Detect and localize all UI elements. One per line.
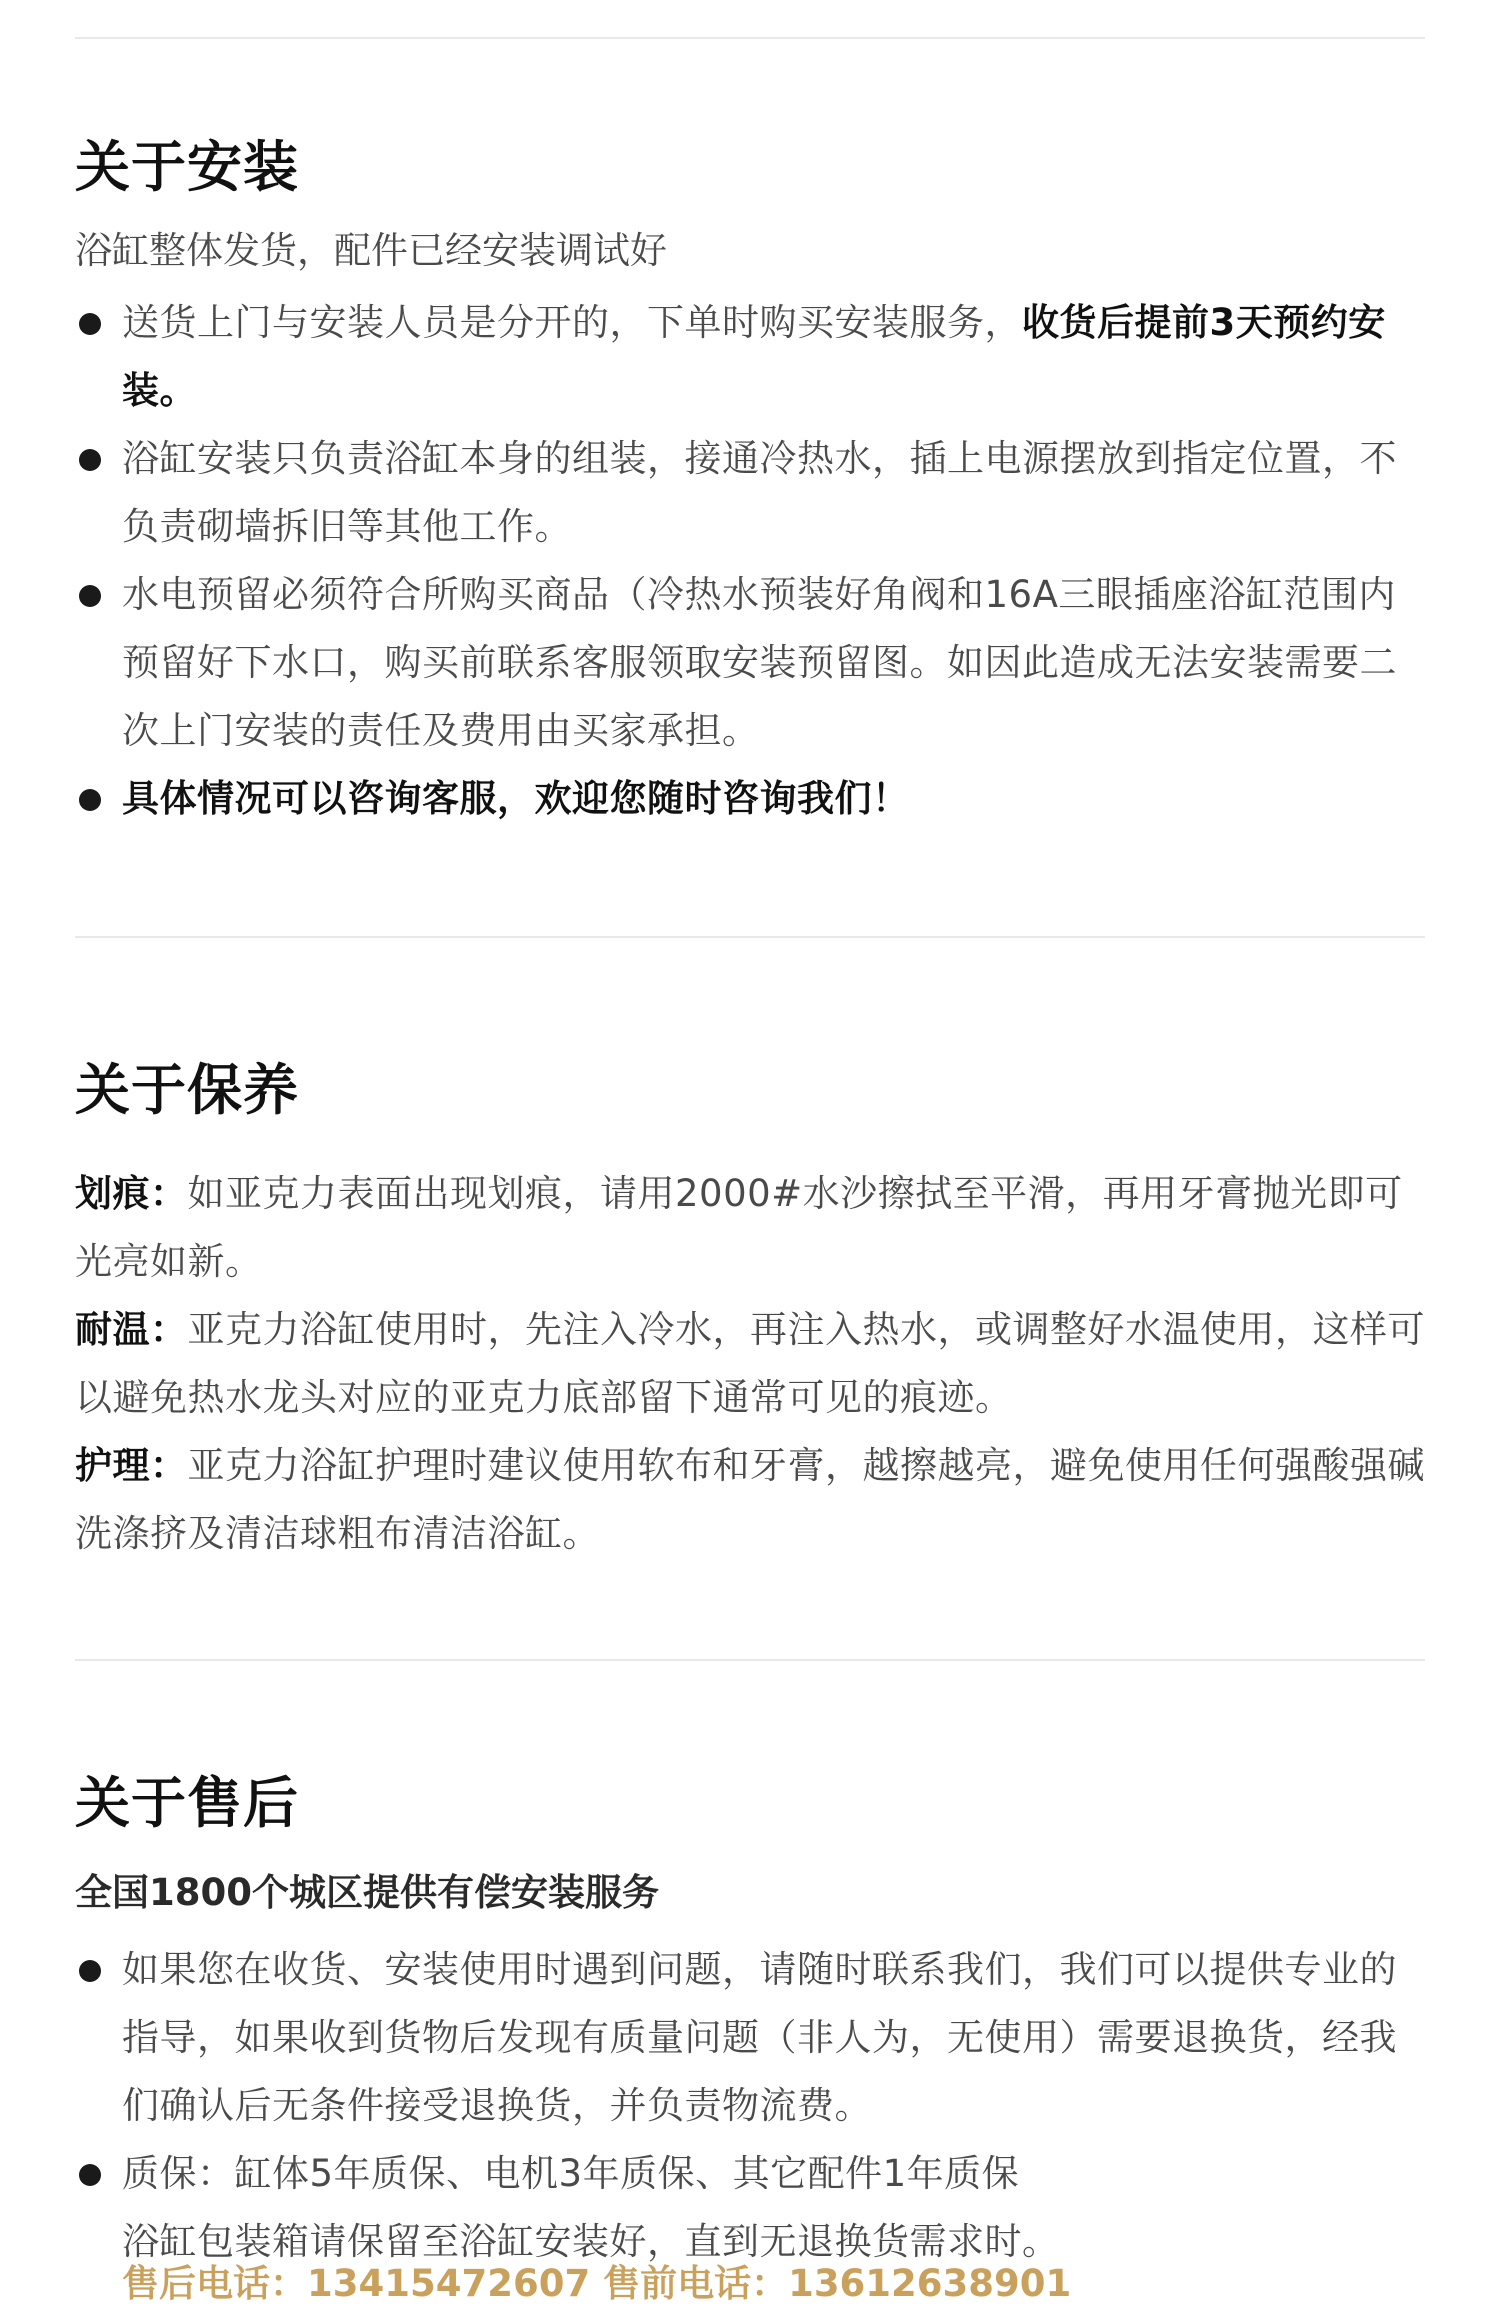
install-bullet-text: 浴缸安装只负责浴缸本身的组装，接通冷热水，插上电源摆放到指定位置，不负责砌墙拆旧等其他工作。 [122,437,1397,548]
install-bullet-item [75,289,1430,425]
care-item-temperature [75,1296,1430,1432]
install-subtitle: 浴缸整体发货，配件已经安装调试好 [75,229,667,272]
bullet-dot-icon [79,585,101,607]
care-item-text: 亚克力浴缸护理时建议使用软布和牙膏，越擦越亮，避免使用任何强酸强碱洗涤挤及清洁球粗布清洁浴缸。 [75,1444,1425,1555]
bullet-dot-icon [79,1960,101,1982]
bullet-dot-icon [79,2164,101,2186]
care-item-text: 亚克力浴缸使用时，先注入冷水，再注入热水，或调整好水温使用，这样可以避免热水龙头对应的亚克力底部留下通常可见的痕迹。 [75,1308,1425,1419]
section-divider [75,37,1425,39]
aftersale-bullet-note: 浴缸包装箱请保留至浴缸安装好，直到无退换货需求时。 [122,2220,1060,2263]
care-item-maintenance [75,1432,1430,1568]
install-bullet-emphasis: 收货后提前3天预约安装。 [122,301,1386,412]
install-bullet-item [75,765,1430,833]
contact-phone-numbers: 售后电话：13415472607 售前电话：13612638901 [122,2262,1072,2305]
care-item-label: 耐温： [75,1308,188,1351]
install-bullet-item [75,425,1430,561]
care-item-scratch [75,1160,1430,1296]
bullet-dot-icon [79,449,101,471]
aftersale-bullet-item [75,1936,1430,2140]
care-item-text: 如亚克力表面出现划痕，请用2000#水沙擦拭至平滑，再用牙膏抛光即可光亮如新。 [75,1172,1403,1283]
aftersale-bullet-list [75,1936,1430,2276]
install-bullet-text: 水电预留必须符合所购买商品（冷热水预装好角阀和16A三眼插座浴缸范围内预留好下水口，购买前联系客服领取安装预留图。如因此造成无法安装需要二次上门安装的责任及费用由买家承担。 [122,573,1397,752]
aftersale-bullet-text: 质保：缸体5年质保、电机3年质保、其它配件1年质保 [122,2152,1020,2195]
install-bullet-text: 送货上门与安装人员是分开的，下单时购买安装服务， [122,301,1022,344]
bullet-dot-icon [79,789,101,811]
care-item-label: 护理： [75,1444,188,1487]
install-bullet-text: 具体情况可以咨询客服，欢迎您随时咨询我们！ [122,777,910,820]
bullet-dot-icon [79,313,101,335]
aftersale-subtitle: 全国1800个城区提供有偿安装服务 [75,1871,659,1914]
install-heading: 关于安装 [75,135,300,199]
care-heading: 关于保养 [75,1058,300,1122]
care-item-label: 划痕： [75,1172,188,1215]
section-divider [75,1659,1425,1661]
aftersale-bullet-text: 如果您在收货、安装使用时遇到问题，请随时联系我们，我们可以提供专业的指导，如果收到货物后发现有质量问题（非人为，无使用）需要退换货，经我们确认后无条件接受退换货，并负责物流费。 [122,1948,1397,2127]
aftersale-heading: 关于售后 [75,1771,300,1835]
install-bullet-list [75,289,1430,833]
install-bullet-item [75,561,1430,765]
section-divider [75,936,1425,938]
